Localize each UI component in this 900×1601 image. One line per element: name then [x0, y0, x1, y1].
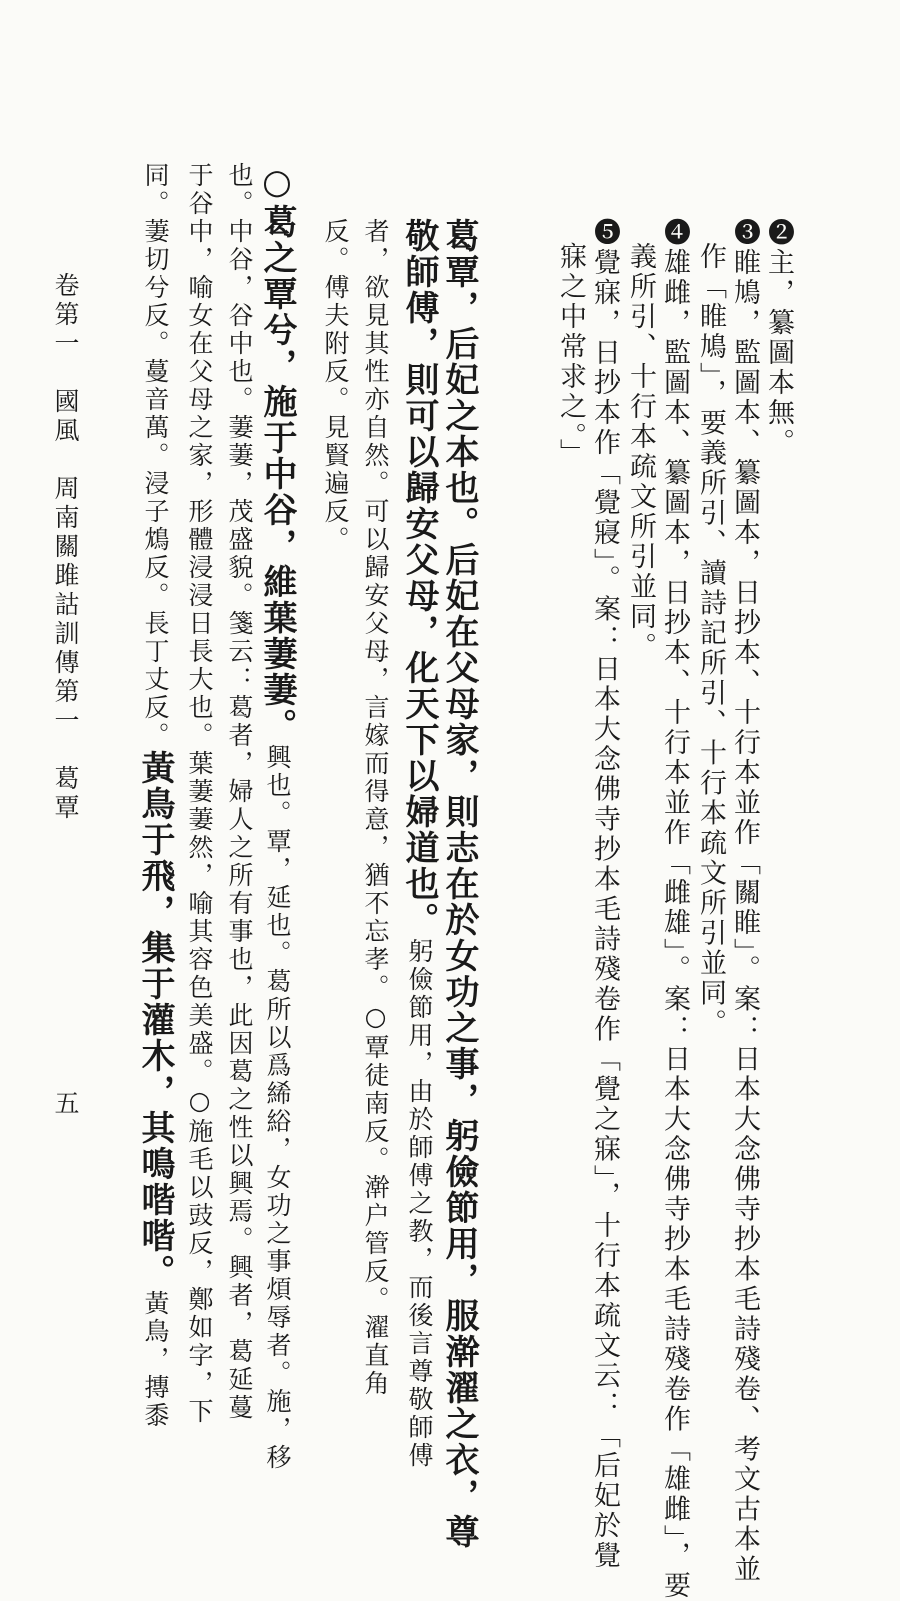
commentary-line2: 反。傅夫附反。見賢遍反。: [321, 218, 350, 554]
preface-line2: [399, 218, 439, 1470]
note-3-line1: ❸睢鳩，監圖本、纂圖本，日抄本、十行本並作「關睢」。案：日本大念佛寺抄本毛詩殘卷、考文古本並: [729, 218, 760, 1585]
note-4-line2: 義所引、十行本疏文所引並同。: [625, 242, 656, 662]
note-3-line2: 作「睢鳩」，要義所引、讀詩記所引、十行本疏文所引並同。: [695, 242, 726, 1039]
commentary-line1: 者，欲見其性亦自然。可以歸安父母，言嫁而得意，猶不忘孝。○覃徒南反。澣户管反。濯直角: [361, 218, 390, 1398]
preface-line2-strong: 敬師傅，則可以歸安父母，化天下以婦道也。: [399, 218, 439, 938]
note-4-line1: ❹雄雌，監圖本、纂圖本，日抄本、十行本並作「雌雄」。案：日本大念佛寺抄本毛詩殘卷作「雄雌」，要: [659, 218, 690, 1601]
commentary-line3: 也。中谷，谷中也。萋萋，茂盛貌。箋云：葛者，婦人之所有事也，此因葛之性以興焉。興者，葛延蔓: [225, 162, 254, 1422]
verse-line2-strong: 黃鳥于飛，集于灌木，其鳴喈喈。: [135, 750, 175, 1290]
commentary-line4: 于谷中，喻女在父母之家，形體浸浸日長大也。葉萋萋然，喻其容色美盛。○施毛以豉反，鄭如字，下: [185, 162, 214, 1426]
running-head: 卷第一 國風 周南關雎詁訓傳第一 葛覃: [51, 272, 80, 823]
preface-line1: 葛覃，后妃之本也。后妃在父母家，則志在於女功之事，躬儉節用，服澣濯之衣，尊: [439, 218, 479, 1550]
verse-line1: [257, 162, 297, 1472]
verse-line1-strong: ○葛之覃兮，施于中谷，維葉萋萋。: [257, 162, 297, 744]
note-5-line1: ❺覺寐，日抄本作「覺寢」。案：日本大念佛寺抄本毛詩殘卷作「覺之寐」，十行本疏文云：「后妃於覺: [589, 218, 620, 1571]
preface-line2-commentary: 躬儉節用，由於師傅之教，而後言尊敬師傅: [405, 938, 434, 1470]
verse-line2-commentary-a: 同。萋切兮反。蔓音萬。浸子鴆反。長丁丈反。: [141, 162, 170, 750]
verse-line2: [135, 162, 175, 1430]
note-2: ❷主，纂圖本無。: [763, 218, 794, 458]
note-5-line2: 寐之中常求之。」: [555, 242, 586, 469]
verse-line2-commentary-b: 黃鳥，摶黍: [141, 1290, 170, 1430]
page-number: 五: [51, 1090, 80, 1119]
verse-line1-commentary: 興也。覃，延也。葛所以爲絺綌，女功之事煩辱者。施，移: [263, 744, 292, 1472]
